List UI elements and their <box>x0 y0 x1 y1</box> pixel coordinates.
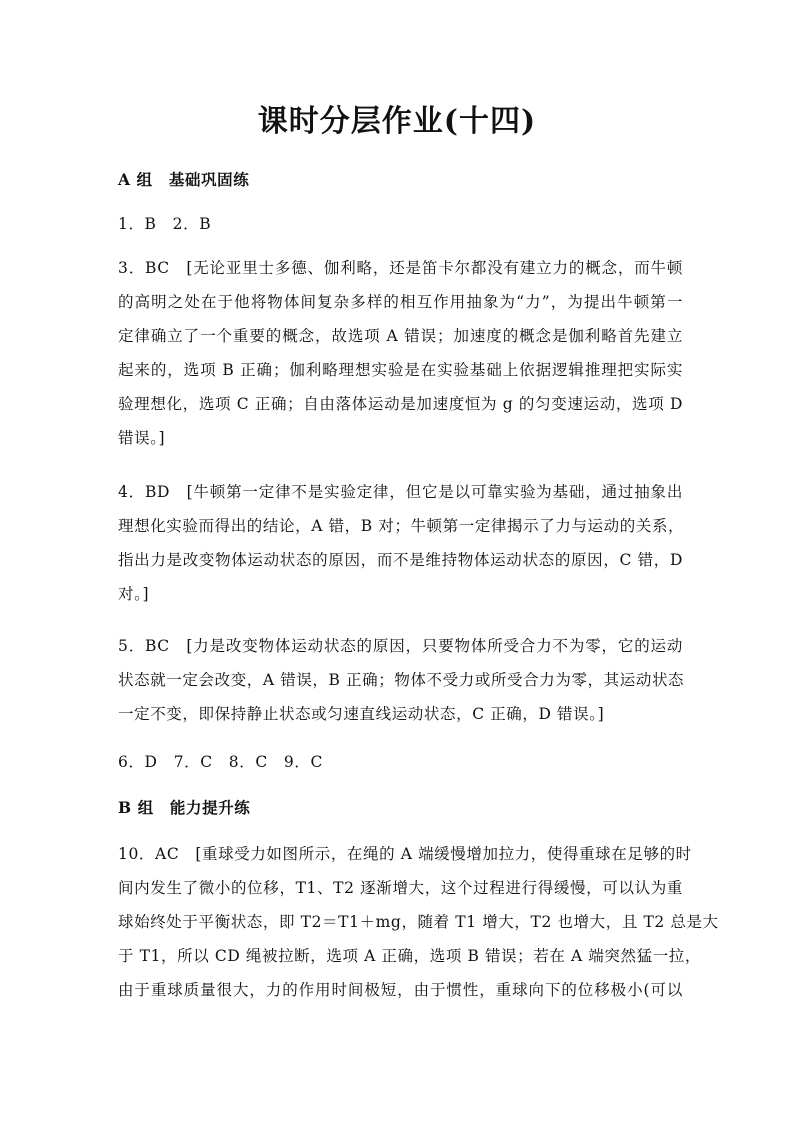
q10-line-4: 于 T1，所以 CD 绳被拉断，选项 A 正确，选项 B 错误；若在 A 端突然猛一拉， <box>118 947 702 965</box>
q5-line-3: 一定不变，即保持静止状态或匀速直线运动状态，C 正确，D 错误。] <box>118 705 605 723</box>
q3-line-5: 验理想化，选项 C 正确；自由落体运动是加速度恒为 g 的匀变速运动，选项 D <box>118 395 683 413</box>
section-heading-a: A 组 基础巩固练 <box>118 170 250 189</box>
q10-line-5: 由于重球质量很大，力的作用时间极短，由于惯性，重球向下的位移极小(可以 <box>118 981 683 999</box>
q4-line-1: 4．BD [牛顿第一定律不是实验定律，但它是以可靠实验为基础，通过抽象出 <box>118 483 683 501</box>
q5-line-2: 状态就一定会改变，A 错误，B 正确；物体不受力或所受合力为零，其运动状态 <box>118 671 685 689</box>
q3-line-1: 3．BC [无论亚里士多德、伽利略，还是笛卡尔都没有建立力的概念，而牛顿 <box>118 259 683 277</box>
answer-line-6-9: 6．D 7．C 8．C 9．C <box>118 753 323 771</box>
q10-line-2: 间内发生了微小的位移，T1、T2 逐渐增大，这个过程进行得缓慢，可以认为重 <box>118 879 683 897</box>
q5-line-1: 5．BC [力是改变物体运动状态的原因，只要物体所受合力不为零，它的运动 <box>118 637 683 655</box>
section-heading-b: B 组 能力提升练 <box>118 798 251 817</box>
page-title: 课时分层作业(十四) <box>257 104 537 139</box>
answer-line-1-2: 1．B 2．B <box>118 215 212 233</box>
q10-line-1: 10．AC [重球受力如图所示，在绳的 A 端缓慢增加拉力，使得重球在足够的时 <box>118 845 692 863</box>
q4-line-4: 对。] <box>118 585 150 603</box>
q3-line-2: 的高明之处在于他将物体间复杂多样的相互作用抽象为“力”，为提出牛顿第一 <box>118 293 683 311</box>
q10-line-3: 球始终处于平衡状态，即 T2＝T1＋mg，随着 T1 增大，T2 也增大，且 T2 总是大 <box>118 913 719 931</box>
q4-line-2: 理想化实验而得出的结论，A 错，B 对；牛顿第一定律揭示了力与运动的关系， <box>118 517 685 535</box>
q3-line-3: 定律确立了一个重要的概念，故选项 A 错误；加速度的概念是伽利略首先建立 <box>118 327 683 345</box>
q3-line-6: 错误。] <box>118 429 166 447</box>
q4-line-3: 指出力是改变物体运动状态的原因，而不是维持物体运动状态的原因，C 错，D <box>118 551 683 569</box>
q3-line-4: 起来的，选项 B 正确；伽利略理想实验是在实验基础上依据逻辑推理把实际实 <box>118 361 683 379</box>
